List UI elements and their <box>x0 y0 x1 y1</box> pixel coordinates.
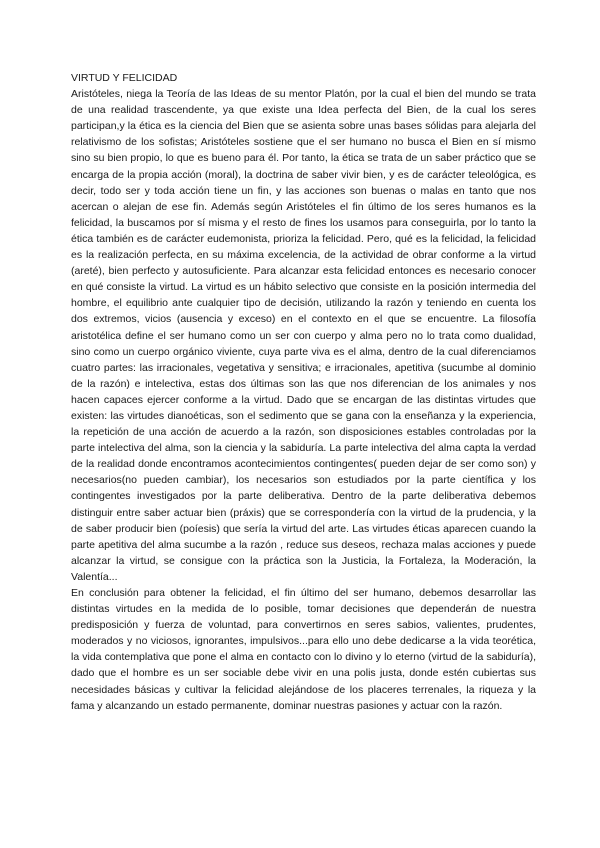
document-page <box>71 70 536 714</box>
body-paragraph-conclusion: En conclusión para obtener la felicidad, el fin último del ser humano, debemos desarrollar las distintas virtudes en la medida de lo posible, tomar decisiones que dependerán de nuestra predisposición y fuerza de voluntad, para convertirnos en seres sabios, valientes, prudentes, moderados y no viciosos, ignorantes, impulsivos...para ello uno debe dedicarse a la vida teorética, la vida contemplativa que pone el alma en contacto con lo divino y lo eterno (virtud de la sabiduría), dado que el hombre es un ser sociable debe vivir en una polis justa, donde estén cubiertas sus necesidades básicas y cultivar la felicidad alejándose de los placeres terrenales, la riqueza y la fama y alcanzando un estado permanente, dominar nuestras pasiones y actuar con la razón. <box>71 587 536 712</box>
body-paragraph-main: Aristóteles, niega la Teoría de las Ideas de su mentor Platón, por la cual el bien del mundo se trata de una realidad trascendente, ya que existe una Idea perfecta del Bien, de la cual los seres participan,y la ética es la ciencia del Bien que se asienta sobre unas bases sólidas para alejarla del relativismo de los sofistas; Aristóteles sostiene que el ser humano no busca el Bien en sí mismo sino su bien propio, lo que es bueno para él. Por tanto, la ética se trata de un saber práctico que se encarga de la propia acción (moral), la doctrina de saber vivir bien, y es de carácter teleológica, es decir, todo ser y toda acción tiene un fin, y las acciones son buenas o malas en tanto que nos acercan o alejan de ese fin. Además según Aristóteles el fin último de los seres humanos es la felicidad, la buscamos por sí misma y el resto de fines los usamos para conseguirla, por lo tanto la ética también es de carácter eudemonista, prioriza la felicidad. Pero, qué es la felicidad, la felicidad es la realización perfecta, en su máxima excelencia, de la actividad de obrar conforme a la virtud (areté), bien perfecto y autosuficiente. Para alcanzar esta felicidad entonces es necesario conocer en qué consiste la virtud. La virtud es un hábito selectivo que consiste en la posición intermedia del hombre, el equilibrio ante cualquier tipo de decisión, utilizando la razón y teniendo en cuenta los dos extremos, vicios (ausencia y exceso) en el contexto en el que se encuentre. La filosofía aristotélica define el ser humano como un ser con cuerpo y alma pero no lo trata como dualidad, sino como un cuerpo orgánico viviente, cuya parte viva es el alma, dentro de la cual diferenciamos cuatro partes: las irracionales, vegetativa y sensitiva; e irracionales, apetitiva (sucumbe al dominio de la razón) e intelectiva, estas dos últimas son las que nos diferencian de los animales y nos hacen capaces ejercer conforme a la virtud. Dado que se encargan de las distintas virtudes que existen: las virtudes dianoéticas, son el sedimento que se gana con la enseñanza y la experiencia, la repetición de una acción de acuerdo a la razón, son disposiciones estables controladas por la parte intelectiva del alma, son la ciencia y la sabiduría. La parte intelectiva del alma capta la verdad de la realidad donde encontramos acontecimientos contingentes( pueden dejar de ser como son) y necesarios(no pueden cambiar), los necesarios son estudiados por la parte científica y los contingentes investigados por la parte deliberativa. Dentro de la parte deliberativa debemos distinguir entre saber actuar bien (práxis) que se correspondería con la virtud de la prudencia, y la de saber producir bien (poíesis) que sería la virtud del arte. Las virtudes éticas aparecen cuando la parte apetitiva del alma sucumbe a la razón , reduce sus deseos, rechaza malas acciones y puede alcanzar la virtud, se consigue con la práctica son la Justicia, la Fortaleza, la Moderación, la Valentía... <box>71 88 536 583</box>
document-title: VIRTUD Y FELICIDAD <box>71 72 178 84</box>
